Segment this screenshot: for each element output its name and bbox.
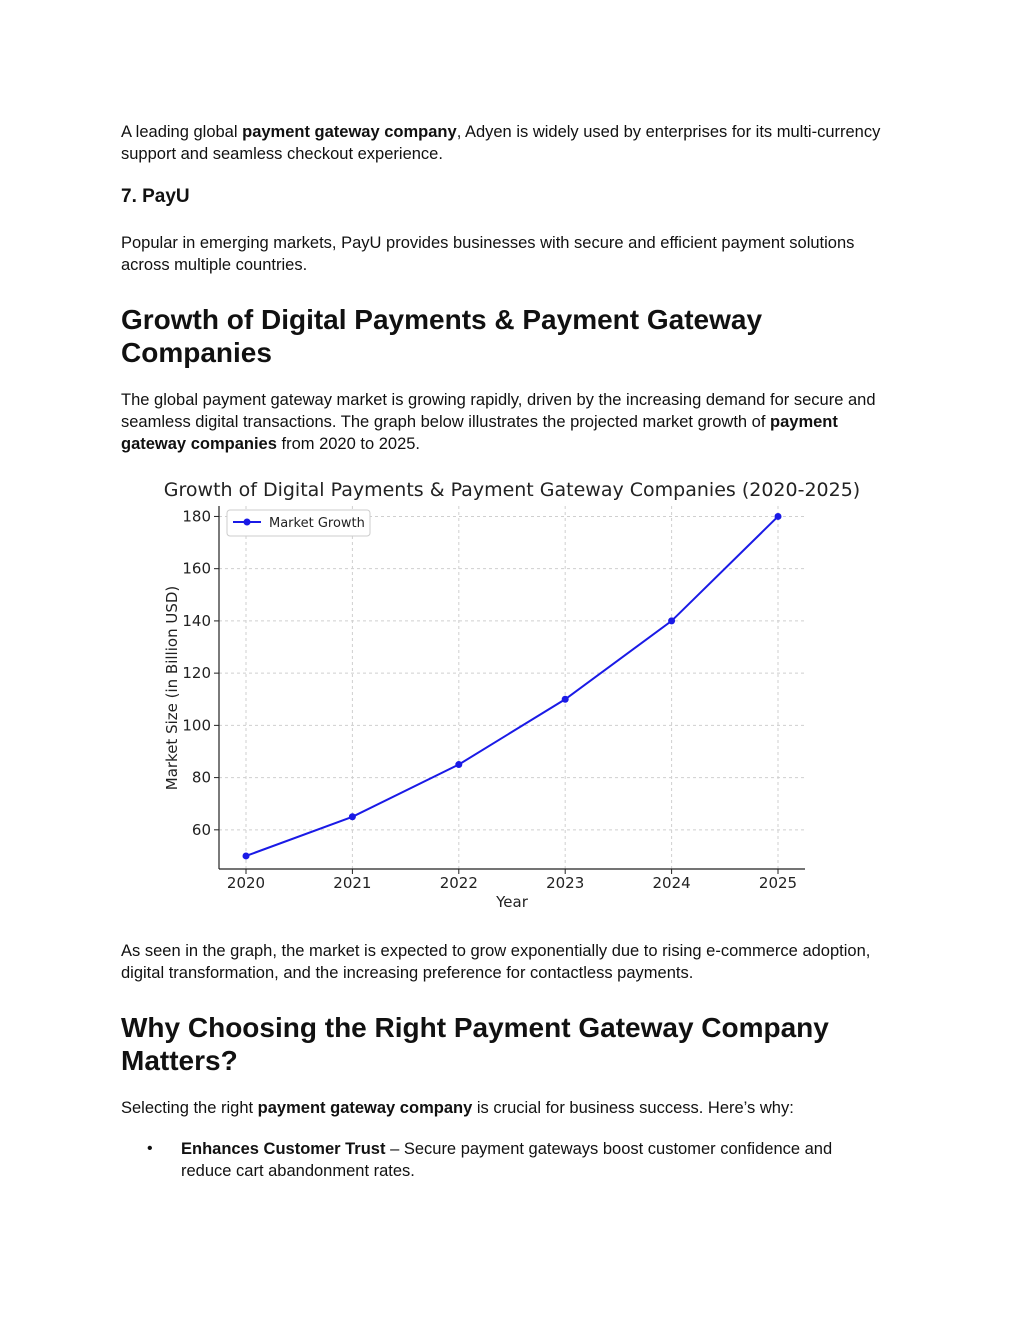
data-point bbox=[562, 696, 569, 703]
text-span: A leading global bbox=[121, 123, 243, 141]
x-tick-label: 2024 bbox=[652, 874, 691, 892]
adyen-paragraph bbox=[121, 121, 911, 165]
market-growth-chart bbox=[121, 474, 911, 914]
data-point bbox=[455, 761, 462, 768]
text-span: from 2020 to 2025. bbox=[276, 435, 421, 453]
legend bbox=[227, 510, 370, 536]
bold-keyword: payment gateway companies bbox=[121, 413, 838, 453]
y-tick-label: 140 bbox=[182, 611, 211, 630]
y-tick-label: 160 bbox=[182, 559, 211, 578]
text-span: is crucial for business success. Here’s why: bbox=[472, 1099, 794, 1117]
payu-paragraph: Popular in emerging markets, PayU provides businesses with secure and efficient payment solutions across multiple countries. bbox=[121, 234, 855, 274]
y-tick-label: 100 bbox=[182, 716, 211, 735]
x-tick-label: 2020 bbox=[226, 874, 266, 892]
y-tick-label: 80 bbox=[191, 768, 211, 787]
intro-paragraph bbox=[121, 389, 891, 455]
bold-keyword: payment gateway company bbox=[257, 1099, 473, 1117]
legend-label: Market Growth bbox=[269, 516, 365, 531]
growth-heading: Growth of Digital Payments & Payment Gateway Companies bbox=[121, 304, 763, 368]
payu-heading: 7. PayU bbox=[121, 186, 190, 207]
x-axis-label: Year bbox=[496, 893, 528, 911]
bullet-marker: • bbox=[147, 1140, 153, 1157]
series-points bbox=[243, 513, 782, 859]
bold-keyword: payment gateway company bbox=[242, 123, 457, 141]
y-tick-label: 60 bbox=[191, 820, 211, 839]
bullet-list-item bbox=[121, 1138, 911, 1182]
why-heading: Why Choosing the Right Payment Gateway Company Matters? bbox=[121, 1012, 829, 1076]
y-tick-label: 180 bbox=[182, 507, 211, 526]
x-tick-label: 2025 bbox=[758, 874, 798, 892]
data-point bbox=[243, 852, 250, 859]
plot-area-frame bbox=[219, 506, 805, 869]
series-line-market-growth bbox=[246, 516, 778, 855]
after-chart-paragraph: As seen in the graph, the market is expected to grow exponentially due to rising e-commerce adoption, digital transformation, and the increasing preference for contactless payments. bbox=[121, 942, 871, 982]
y-tick-label: 120 bbox=[182, 664, 211, 683]
text-span: , Adyen is widely used by enterprises for its multi-currency support and seamless checkout experience. bbox=[121, 123, 881, 163]
legend-marker bbox=[244, 519, 251, 526]
data-point bbox=[349, 813, 356, 820]
x-tick-label: 2023 bbox=[546, 874, 585, 892]
bullet-text bbox=[181, 1138, 881, 1182]
chart-grid bbox=[219, 506, 805, 869]
text-span: Selecting the right bbox=[121, 1099, 258, 1117]
text-span: – Secure payment gateways boost customer confidence and reduce cart abandonment rates. bbox=[181, 1140, 833, 1180]
select-paragraph bbox=[121, 1097, 911, 1119]
data-point bbox=[775, 513, 782, 520]
x-tick-label: 2021 bbox=[333, 874, 372, 892]
bullet-bold-label: Enhances Customer Trust bbox=[181, 1140, 386, 1158]
data-point bbox=[668, 617, 675, 624]
y-axis-label: Market Size (in Billion USD) bbox=[163, 585, 181, 791]
y-tick-group bbox=[182, 507, 219, 838]
chart-title: Growth of Digital Payments & Payment Gateway Companies (2020-2025) bbox=[163, 479, 861, 501]
x-tick-label: 2022 bbox=[439, 874, 478, 892]
x-tick-group bbox=[227, 869, 797, 892]
text-span: The global payment gateway market is growing rapidly, driven by the increasing demand for secure and seamless digital transactions. The graph below illustrates the projected market growth of bbox=[121, 391, 876, 431]
